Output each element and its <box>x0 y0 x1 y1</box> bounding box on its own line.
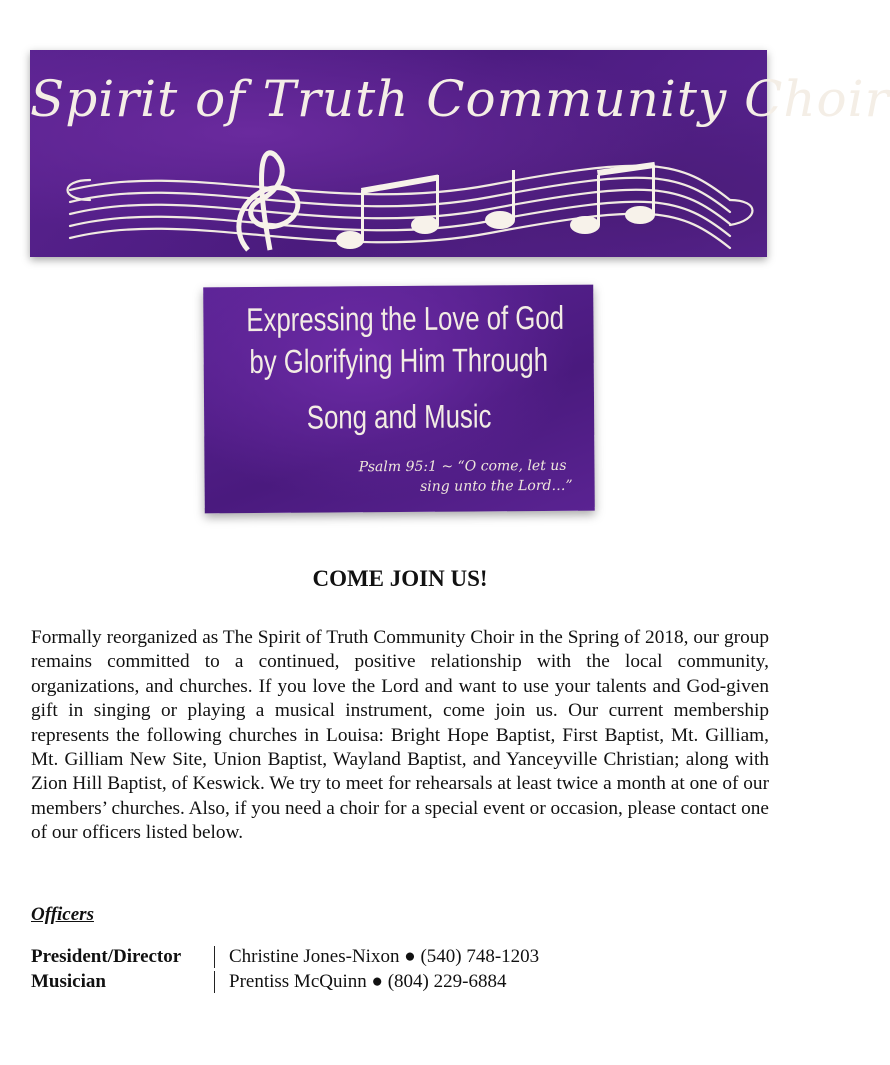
intro-paragraph: Formally reorganized as The Spirit of Truth Community Choir in the Spring of 2018, our group remains committed to a continued, positive relationship with the local community, organizations, and churches. If you love the Lord and want to use your talents and God-given gift in singing or playing a musical instrument, come join us. Our current membership represents the following churches in Louisa: Bright Hope Baptist, First Baptist, Mt. Gilliam, Mt. Gilliam New Site, Union Baptist, Wayland Baptist, and Yanceyville Christian; along with Zion Hill Baptist, of Keswick. We try to meet for rehearsals at least twice a month at one of our members’ churches. Also, if you need a choir for a special event or occasion, please contact one of our officers listed below. <box>31 627 769 844</box>
motto-sign-image <box>203 285 595 514</box>
motto-line: Expressing the Love of God <box>246 298 565 339</box>
officer-role: President/Director <box>31 946 215 968</box>
officers-heading: Officers <box>31 904 94 925</box>
officer-contact: Christine Jones-Nixon ● (540) 748-1203 <box>229 945 540 967</box>
page-heading: COME JOIN US! <box>312 566 488 591</box>
officers-list <box>31 944 539 994</box>
motto-line: Song and Music <box>306 397 492 436</box>
officer-role: Musician <box>31 971 215 993</box>
psalm-verse-line: sing unto the Lord…” <box>420 477 573 495</box>
psalm-verse-line: Psalm 95:1 ~ “O come, let us <box>358 457 567 476</box>
officer-contact: Prentiss McQuinn ● (804) 229-6884 <box>229 970 507 992</box>
motto-line: by Glorifying Him Through <box>249 340 549 381</box>
officer-row <box>31 944 539 969</box>
officer-row <box>31 969 539 994</box>
banner-title: Spirit of Truth Community Choir <box>30 70 890 128</box>
choir-banner-image <box>30 50 890 257</box>
